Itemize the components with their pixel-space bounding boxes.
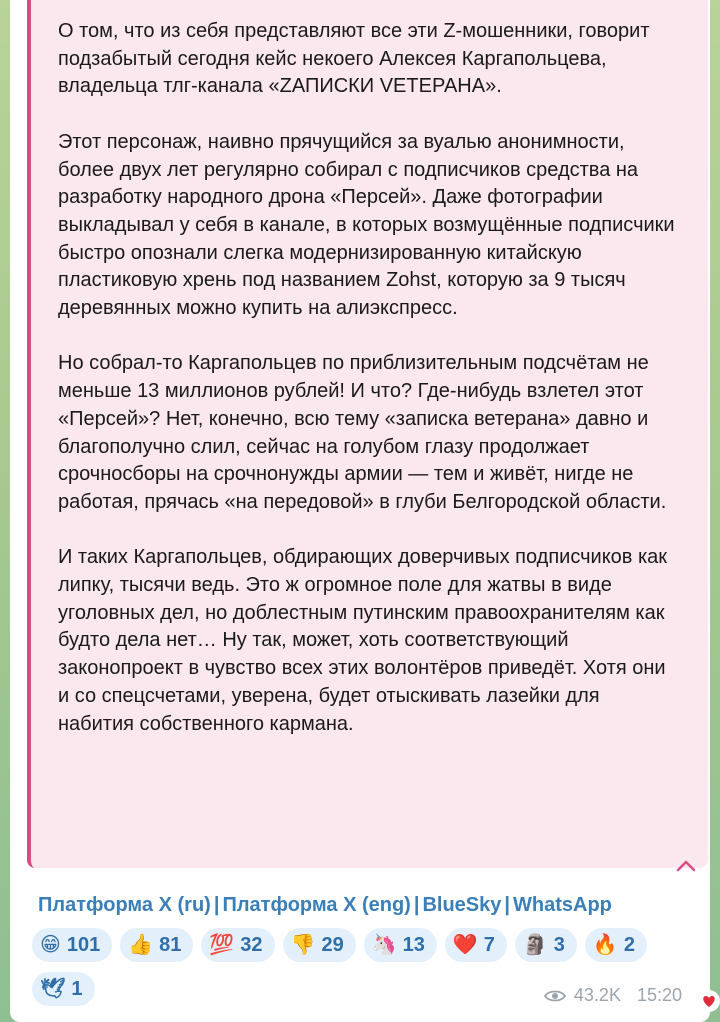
view-count: 43.2K — [573, 985, 621, 1005]
reaction-count: 29 — [321, 933, 344, 956]
message-time: 15:20 — [636, 985, 682, 1005]
quote-paragraph-3: Но собрал‑то Каргапольцев по приблизительным подсчётам не меньше 13 миллионов рублей! И что? Где‑нибудь взлетел этот «Персей»? Нет, конечно, всю тему «записка ветерана» давно и благополучно слил, сейчас на голубом глазу продолжает срочносборы на срочнонужды армии — тем и живёт, нигде не работая, прячась «на передовой» в глуби Белгородской области. — [58, 352, 667, 513]
link-bluesky[interactable]: BlueSky — [422, 894, 502, 916]
link-platform-x-eng[interactable]: Платформа X (eng) — [222, 894, 411, 916]
thumbs-down-emoji-icon: 👎 — [290, 934, 316, 956]
thumbs-up-emoji-icon: 👍 — [128, 934, 154, 956]
reaction-moai[interactable] — [515, 928, 577, 962]
dove-emoji-icon: 🕊 — [40, 978, 66, 1000]
heart-emoji-icon: ❤️ — [452, 934, 478, 956]
reaction-count: 13 — [402, 933, 425, 956]
link-separator: | — [213, 894, 220, 916]
reaction-grin[interactable] — [32, 928, 112, 962]
heart-icon[interactable] — [698, 990, 720, 1012]
quote-text — [58, 18, 678, 738]
footer-links — [38, 894, 612, 917]
link-separator: | — [413, 894, 420, 916]
expandable-quote[interactable] — [27, 0, 708, 868]
hundred-emoji-icon: 💯 — [209, 934, 235, 956]
link-separator: | — [504, 894, 510, 916]
reaction-count: 7 — [483, 933, 495, 956]
link-whatsapp[interactable]: WhatsApp — [513, 894, 612, 916]
reaction-count: 3 — [553, 933, 565, 956]
reaction-count: 101 — [66, 933, 101, 956]
grin-emoji-icon: 😁 — [40, 934, 61, 956]
quote-paragraph-2: Этот персонаж, наивно прячущийся за вуалью анонимности, более двух лет регулярно собирал с подписчиков средства на разработку народного дрона «Персей». Даже фотографии выкладывал у себя в канале, в которых возмущённые подписчики быстро опознали слегка модернизированную китайскую пластиковую хрень под названием Zohst, которую за 9 тысяч деревянных можно купить на алиэкспресс. — [58, 130, 675, 320]
reaction-fire[interactable] — [585, 928, 647, 962]
unicorn-emoji-icon: 🦄 — [371, 934, 397, 956]
reaction-count: 1 — [71, 977, 83, 1000]
reactions-row — [32, 928, 712, 962]
message-bubble — [10, 0, 710, 1022]
reaction-count: 32 — [240, 933, 263, 956]
moai-emoji-icon: 🗿 — [522, 934, 548, 956]
link-platform-x-ru[interactable]: Платформа X (ru) — [38, 894, 211, 916]
reaction-count: 2 — [623, 933, 635, 956]
quote-paragraph-1: О том, что из себя представляют все эти Z‑мошенники, говорит подзабытый сегодня кейс некоего Алексея Каргапольцева, владельца тлг‑канала «ZАПИСКИ VЕТЕРАНА». — [58, 20, 650, 98]
reaction-dove[interactable] — [32, 972, 95, 1006]
reaction-count: 81 — [159, 933, 182, 956]
reaction-hundred[interactable] — [201, 928, 274, 962]
message-meta — [544, 985, 682, 1006]
chevron-up-icon[interactable] — [674, 856, 698, 876]
fire-emoji-icon: 🔥 — [592, 934, 618, 956]
quote-paragraph-4: И таких Каргапольцев, обдирающих доверчивых подписчиков как липку, тысячи ведь. Это ж огромное поле для жатвы в виде уголовных дел, но доблестным путинским правоохранителям как будто дела нет… Ну так, может, хоть соответствующий законопроект в чувство всех этих волонтёров приведёт. Хотя они и со спецсчетами, уверена, будет отыскивать лазейки для набития собственного кармана. — [58, 546, 668, 735]
reaction-thumbs-up[interactable] — [120, 928, 193, 962]
eye-icon — [544, 989, 566, 1003]
reaction-heart[interactable] — [445, 928, 507, 962]
reaction-unicorn[interactable] — [364, 928, 437, 962]
reaction-thumbs-down[interactable] — [283, 928, 356, 962]
